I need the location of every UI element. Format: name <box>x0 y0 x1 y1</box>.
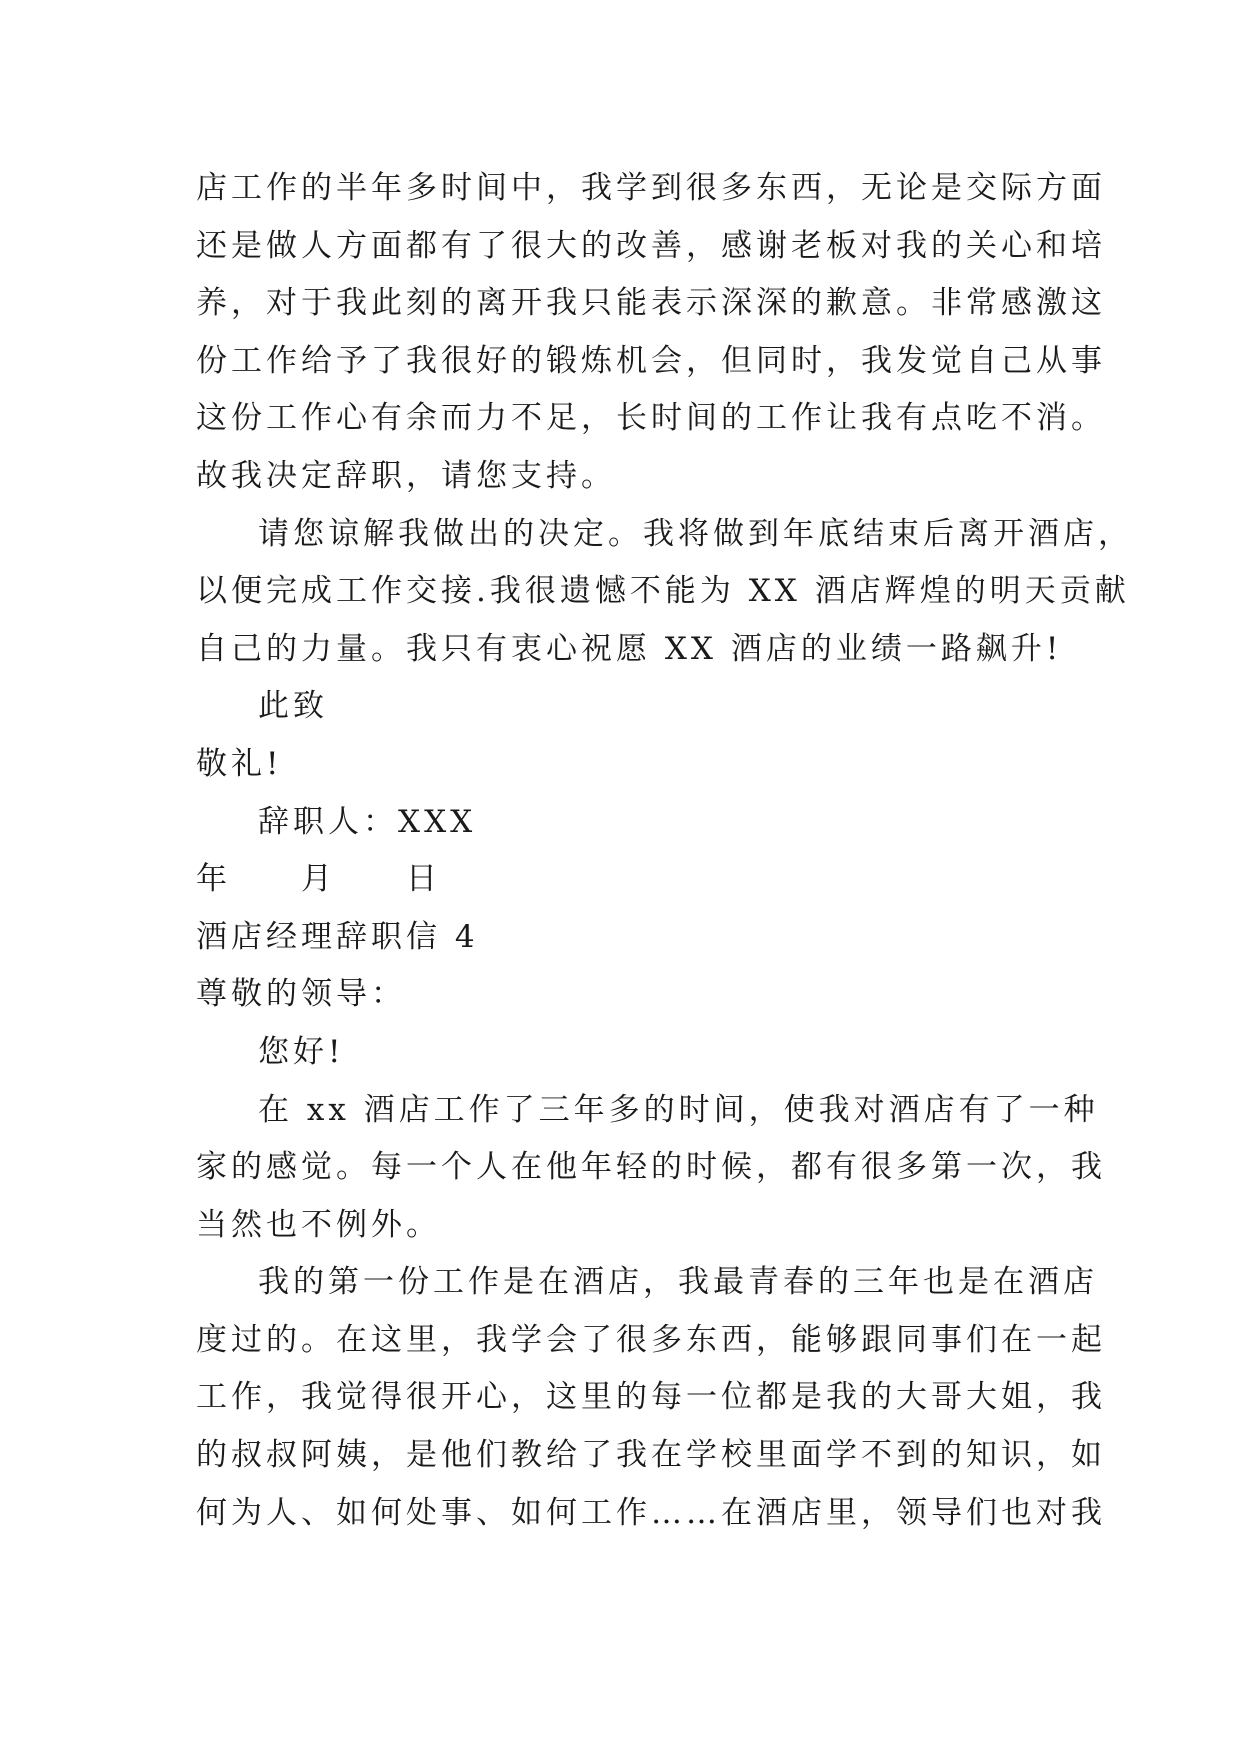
text-line: 的叔叔阿姨，是他们教给了我在学校里面学不到的知识，如 <box>196 1437 1106 1474</box>
text-line: 此致 <box>258 688 328 725</box>
text-line: 您好! <box>258 1033 345 1070</box>
text-line: 尊敬的领导： <box>196 976 406 1013</box>
text-line: 度过的。在这里，我学会了很多东西，能够跟同事们在一起 <box>196 1321 1106 1358</box>
text-line: 请您谅解我做出的决定。我将做到年底结束后离开酒店， <box>258 515 1133 552</box>
text-line: 工作，我觉得很开心，这里的每一位都是我的大哥大姐，我 <box>196 1379 1106 1416</box>
text-line: 酒店经理辞职信 4 <box>196 918 479 955</box>
text-line: 店工作的半年多时间中，我学到很多东西，无论是交际方面 <box>196 170 1106 206</box>
text-line: 敬礼! <box>196 745 283 782</box>
text-line: 在 xx 酒店工作了三年多的时间，使我对酒店有了一种 <box>258 1091 1099 1128</box>
text-line: 自己的力量。我只有衷心祝愿 XX 酒店的业绩一路飙升! <box>196 630 1063 667</box>
text-line: 家的感觉。每一个人在他年轻的时候，都有很多第一次，我 <box>196 1149 1106 1186</box>
text-line: 何为人、如何处事、如何工作……在酒店里，领导们也对我 <box>196 1494 1106 1531</box>
text-line: 辞职人：XXX <box>258 803 477 840</box>
text-line: 养，对于我此刻的离开我只能表示深深的歉意。非常感激这 <box>196 285 1106 322</box>
text-line: 以便完成工作交接.我很遗憾不能为 XX 酒店辉煌的明天贡献 <box>196 573 1130 610</box>
text-line: 我的第一份工作是在酒店，我最青春的三年也是在酒店 <box>258 1264 1098 1301</box>
text-line: 当然也不例外。 <box>196 1206 441 1243</box>
text-line: 故我决定辞职，请您支持。 <box>196 457 616 494</box>
text-line: 年 月 日 <box>196 861 441 898</box>
text-line: 份工作给予了我很好的锻炼机会，但同时，我发觉自己从事 <box>196 342 1106 379</box>
letter-body <box>196 160 1133 1542</box>
text-line: 还是做人方面都有了很大的改善，感谢老板对我的关心和培 <box>196 227 1106 264</box>
text-line: 这份工作心有余而力不足，长时间的工作让我有点吃不消。 <box>196 400 1106 437</box>
